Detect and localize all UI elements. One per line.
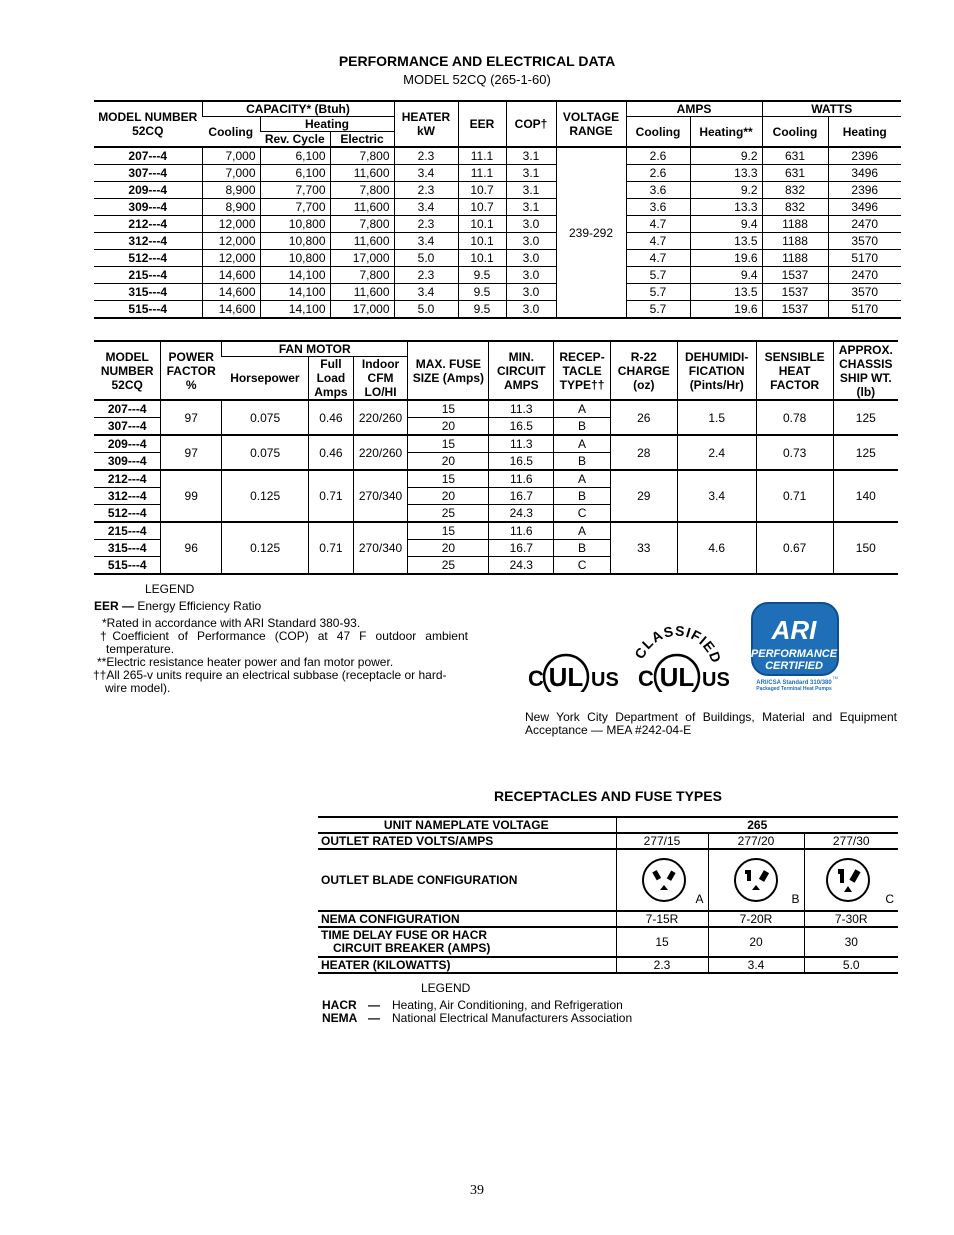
receptacles-title: RECEPTACLES AND FUSE TYPES bbox=[494, 788, 722, 804]
table-cell: 1188 bbox=[762, 233, 828, 250]
table-cell: 3.1 bbox=[506, 199, 556, 216]
outlet-value: 277/30 bbox=[804, 833, 898, 849]
fuse-value: 20 bbox=[708, 927, 804, 957]
table-cell: 515---4 bbox=[94, 557, 161, 575]
table-cell: 150 bbox=[833, 522, 898, 574]
table-cell: 0.125 bbox=[222, 522, 309, 574]
table-cell: 0.125 bbox=[222, 470, 309, 522]
header-max-fuse: MAX. FUSE SIZE (Amps) bbox=[408, 341, 489, 400]
table-cell: 5.7 bbox=[626, 267, 690, 284]
table-cell: 13.5 bbox=[690, 284, 762, 301]
table-cell: 2396 bbox=[828, 182, 901, 199]
table-cell: 11.6 bbox=[489, 470, 554, 488]
table-cell: 5.0 bbox=[394, 250, 458, 267]
table-cell: 9.2 bbox=[690, 182, 762, 199]
nyc-note: New York City Department of Buildings, Material and Equipment Acceptance — MEA #242-04-E bbox=[525, 710, 897, 737]
table-cell: 14,100 bbox=[260, 301, 330, 319]
table-cell: 5.0 bbox=[394, 301, 458, 319]
table-cell: A bbox=[554, 470, 611, 488]
table-cell: 0.46 bbox=[309, 435, 354, 470]
header-receptacle: RECEP- TACLE TYPE†† bbox=[554, 341, 611, 400]
table-cell: 15 bbox=[408, 470, 489, 488]
table-cell: 7,800 bbox=[330, 267, 394, 284]
table-cell: 15 bbox=[408, 435, 489, 453]
table-cell: 140 bbox=[833, 470, 898, 522]
header-full-load-amps: Full Load Amps bbox=[309, 357, 354, 401]
page-number: 39 bbox=[470, 1183, 484, 1198]
table-cell: 11,600 bbox=[330, 284, 394, 301]
table-cell: 9.5 bbox=[458, 284, 506, 301]
table-cell: 11.3 bbox=[489, 400, 554, 418]
outlet-label: OUTLET RATED VOLTS/AMPS bbox=[318, 833, 616, 849]
table-cell: 2.3 bbox=[394, 182, 458, 199]
heater-label: HEATER (KILOWATTS) bbox=[318, 957, 616, 973]
table-cell: 11.3 bbox=[489, 435, 554, 453]
table-cell: 2.6 bbox=[626, 165, 690, 182]
ul-logo-graphic bbox=[525, 612, 755, 692]
ari-standard: ARI/CSA Standard 310/380 bbox=[756, 680, 832, 686]
ul-mark-left: UL bbox=[548, 662, 584, 692]
table-cell: 220/260 bbox=[353, 400, 408, 435]
table-cell: 4.6 bbox=[677, 522, 756, 574]
blade-cell-c bbox=[804, 849, 898, 911]
table-cell: 11.1 bbox=[458, 147, 506, 165]
header-capacity: CAPACITY* (Btuh) bbox=[202, 101, 394, 117]
header-electric: Electric bbox=[330, 132, 394, 148]
table-row bbox=[94, 199, 901, 216]
header-cooling: Cooling bbox=[202, 117, 260, 148]
header-amps-heating: Heating** bbox=[690, 117, 762, 148]
table-cell: 19.6 bbox=[690, 301, 762, 319]
table-cell: 3.0 bbox=[506, 216, 556, 233]
ul-us-left: US bbox=[591, 669, 619, 691]
table-cell: 12,000 bbox=[202, 233, 260, 250]
legend2-heading: LEGEND bbox=[421, 981, 471, 995]
header-indoor-cfm: Indoor CFM LO/HI bbox=[353, 357, 408, 401]
table-cell: 0.075 bbox=[222, 435, 309, 470]
table-cell: B bbox=[554, 540, 611, 557]
table-cell: 7,700 bbox=[260, 199, 330, 216]
table-cell: 1537 bbox=[762, 301, 828, 319]
table-cell: 307---4 bbox=[94, 165, 202, 182]
table-cell: 24.3 bbox=[489, 557, 554, 575]
nema-value: 7-30R bbox=[804, 911, 898, 927]
table-cell: 220/260 bbox=[353, 435, 408, 470]
table-cell: 309---4 bbox=[94, 453, 161, 471]
table-cell: 3.4 bbox=[394, 165, 458, 182]
outlet-value: 277/20 bbox=[708, 833, 804, 849]
blade-letter: A bbox=[695, 892, 704, 906]
table-cell: A bbox=[554, 400, 611, 418]
table-cell: 9.4 bbox=[690, 216, 762, 233]
table-row bbox=[94, 182, 901, 199]
table-cell: 2.4 bbox=[677, 435, 756, 470]
legend2-nema bbox=[322, 1012, 632, 1025]
table-row bbox=[94, 233, 901, 250]
table-cell: 26 bbox=[610, 400, 677, 435]
table-cell: 207---4 bbox=[94, 400, 161, 418]
table-cell: 2.3 bbox=[394, 216, 458, 233]
table-cell: 3570 bbox=[828, 284, 901, 301]
table-row bbox=[94, 250, 901, 267]
table-cell: 4.7 bbox=[626, 250, 690, 267]
table-cell: 512---4 bbox=[94, 505, 161, 523]
table-cell: 3.1 bbox=[506, 147, 556, 165]
table-cell: 2.3 bbox=[394, 267, 458, 284]
table-cell: 307---4 bbox=[94, 418, 161, 436]
header-sensible-heat: SENSIBLE HEAT FACTOR bbox=[756, 341, 833, 400]
ul-logos bbox=[525, 612, 755, 692]
header-heating: Heating bbox=[260, 117, 394, 132]
nema-value: 7-15R bbox=[616, 911, 708, 927]
header-r22: R-22 CHARGE (oz) bbox=[610, 341, 677, 400]
note-ari: *Rated in accordance with ARI Standard 380-93. bbox=[102, 616, 361, 630]
table-cell: 4.7 bbox=[626, 216, 690, 233]
table-cell: 16.7 bbox=[489, 488, 554, 505]
table-cell: 2.3 bbox=[394, 147, 458, 165]
table-cell: 13.5 bbox=[690, 233, 762, 250]
voltage-range-cell: 239-292 bbox=[556, 147, 626, 318]
table-cell: 315---4 bbox=[94, 540, 161, 557]
table-cell: 312---4 bbox=[94, 488, 161, 505]
table-cell: 11,600 bbox=[330, 165, 394, 182]
header-model2: MODEL NUMBER 52CQ bbox=[94, 341, 161, 400]
table-cell: 7,700 bbox=[260, 182, 330, 199]
table-cell: 97 bbox=[161, 400, 222, 435]
table-cell: 11,600 bbox=[330, 233, 394, 250]
table-cell: A bbox=[554, 435, 611, 453]
table-cell: B bbox=[554, 418, 611, 436]
table-cell: 25 bbox=[408, 505, 489, 523]
table-cell: 1188 bbox=[762, 216, 828, 233]
table-cell: C bbox=[554, 557, 611, 575]
note-cop: †Coefficient of Performance (COP) at 47 F outdoor ambient temperature. bbox=[100, 629, 468, 656]
table-cell: 315---4 bbox=[94, 284, 202, 301]
table-cell: 14,100 bbox=[260, 284, 330, 301]
table-cell: 3.4 bbox=[677, 470, 756, 522]
header-watts-cooling: Cooling bbox=[762, 117, 828, 148]
table-cell: 9.5 bbox=[458, 267, 506, 284]
table-cell: 0.46 bbox=[309, 400, 354, 435]
ari-tm: TM bbox=[832, 675, 838, 680]
hacr-dash: — bbox=[368, 998, 380, 1012]
fuse-value: 30 bbox=[804, 927, 898, 957]
table-cell: 10.1 bbox=[458, 233, 506, 250]
header-fan-motor: FAN MOTOR bbox=[222, 341, 408, 357]
table-cell: 512---4 bbox=[94, 250, 202, 267]
table-cell: 13.3 bbox=[690, 199, 762, 216]
header-watts-heating: Heating bbox=[828, 117, 901, 148]
table-cell: 270/340 bbox=[353, 522, 408, 574]
nema-text: National Electrical Manufacturers Association bbox=[392, 1011, 633, 1025]
table-cell: B bbox=[554, 453, 611, 471]
table-row bbox=[94, 470, 898, 488]
table-cell: 215---4 bbox=[94, 522, 161, 540]
header-model: MODEL NUMBER 52CQ bbox=[94, 101, 202, 147]
table-cell: 2470 bbox=[828, 267, 901, 284]
table-cell: 5.7 bbox=[626, 284, 690, 301]
table-cell: 2396 bbox=[828, 147, 901, 165]
nema-dash: — bbox=[368, 1011, 380, 1025]
table-cell: 28 bbox=[610, 435, 677, 470]
table-cell: 6,100 bbox=[260, 147, 330, 165]
table-row bbox=[94, 267, 901, 284]
nema-key: NEMA bbox=[322, 1011, 358, 1025]
table-cell: 14,600 bbox=[202, 301, 260, 319]
ul-mark-right: UL bbox=[659, 662, 695, 692]
table-cell: A bbox=[554, 522, 611, 540]
note-subbase: ††All 265-v units require an electrical subbase (receptacle or hard-wire model). bbox=[93, 668, 447, 695]
table-cell: 0.075 bbox=[222, 400, 309, 435]
table-cell: 209---4 bbox=[94, 182, 202, 199]
header-watts: WATTS bbox=[762, 101, 901, 117]
ari-certified: CERTIFIED bbox=[765, 660, 823, 672]
table-cell: 3.4 bbox=[394, 199, 458, 216]
table-cell: 19.6 bbox=[690, 250, 762, 267]
table-cell: 3.4 bbox=[394, 233, 458, 250]
outlet-c-icon bbox=[825, 857, 871, 903]
table-cell: 14,600 bbox=[202, 267, 260, 284]
table-cell: 5.7 bbox=[626, 301, 690, 319]
table-cell: 125 bbox=[833, 435, 898, 470]
legend-heading: LEGEND bbox=[145, 582, 195, 596]
table-cell: 3.0 bbox=[506, 267, 556, 284]
legend-eer-key: EER — bbox=[94, 599, 135, 613]
heater-value: 5.0 bbox=[804, 957, 898, 973]
table-cell: 96 bbox=[161, 522, 222, 574]
table-cell: 212---4 bbox=[94, 470, 161, 488]
table-cell: 3.0 bbox=[506, 250, 556, 267]
table-cell: 16.7 bbox=[489, 540, 554, 557]
table-cell: 3.4 bbox=[394, 284, 458, 301]
table-cell: 3496 bbox=[828, 165, 901, 182]
table-cell: 3.6 bbox=[626, 182, 690, 199]
table-cell: 3570 bbox=[828, 233, 901, 250]
table-cell: 0.71 bbox=[756, 470, 833, 522]
blade-cell-a bbox=[616, 849, 708, 911]
voltage-value: 265 bbox=[616, 817, 898, 833]
ul-us-right: US bbox=[702, 669, 730, 691]
outlet-value: 277/15 bbox=[616, 833, 708, 849]
outlet-b-icon bbox=[733, 857, 779, 903]
table-row bbox=[94, 400, 898, 418]
fuse-value: 15 bbox=[616, 927, 708, 957]
table-cell: 2470 bbox=[828, 216, 901, 233]
table-cell: 3.1 bbox=[506, 182, 556, 199]
ari-logo bbox=[750, 601, 846, 691]
header-horsepower: Horsepower bbox=[222, 357, 309, 401]
table-cell: 7,000 bbox=[202, 147, 260, 165]
table-cell: 25 bbox=[408, 557, 489, 575]
blade-label: OUTLET BLADE CONFIGURATION bbox=[318, 849, 616, 911]
table-cell: 20 bbox=[408, 453, 489, 471]
table-cell: B bbox=[554, 488, 611, 505]
table-cell: 17,000 bbox=[330, 301, 394, 319]
table-cell: 16.5 bbox=[489, 418, 554, 436]
table-cell: 20 bbox=[408, 488, 489, 505]
ari-text: ARI bbox=[771, 615, 817, 645]
table-cell: 0.71 bbox=[309, 470, 354, 522]
svg-text:CLASSIFIED bbox=[631, 623, 725, 666]
blade-letter: C bbox=[885, 892, 894, 906]
table-cell: 0.73 bbox=[756, 435, 833, 470]
table-cell: 7,800 bbox=[330, 182, 394, 199]
table-cell: 631 bbox=[762, 147, 828, 165]
table-cell: 1537 bbox=[762, 284, 828, 301]
table-cell: 16.5 bbox=[489, 453, 554, 471]
header-dehumidification: DEHUMIDI- FICATION (Pints/Hr) bbox=[677, 341, 756, 400]
blade-letter: B bbox=[791, 892, 800, 906]
fuse-label bbox=[318, 927, 616, 957]
table-cell: 3.6 bbox=[626, 199, 690, 216]
classified-text: CLASSIFIED bbox=[631, 622, 725, 666]
blade-cell-b bbox=[708, 849, 804, 911]
ul-c-left: C bbox=[528, 666, 544, 691]
table-cell: 832 bbox=[762, 182, 828, 199]
header-rev-cycle: Rev. Cycle bbox=[260, 132, 330, 148]
fuse-label-text: TIME DELAY FUSE OR HACR CIRCUIT BREAKER (AMPS) bbox=[321, 928, 491, 955]
table-cell: 14,100 bbox=[260, 267, 330, 284]
table-row bbox=[94, 522, 898, 540]
page-title: PERFORMANCE AND ELECTRICAL DATA bbox=[338, 53, 616, 69]
header-amps: AMPS bbox=[626, 101, 762, 117]
table-cell: 212---4 bbox=[94, 216, 202, 233]
table-cell: 0.67 bbox=[756, 522, 833, 574]
table-cell: 11,600 bbox=[330, 199, 394, 216]
table-cell: 7,800 bbox=[330, 216, 394, 233]
header-power-factor: POWER FACTOR % bbox=[161, 341, 222, 400]
table-cell: 11.6 bbox=[489, 522, 554, 540]
table-cell: 24.3 bbox=[489, 505, 554, 523]
table-row bbox=[94, 284, 901, 301]
table-cell: 7,000 bbox=[202, 165, 260, 182]
nema-value: 7-20R bbox=[708, 911, 804, 927]
legend-notes bbox=[93, 616, 468, 695]
table-cell: C bbox=[554, 505, 611, 523]
table-cell: 13.3 bbox=[690, 165, 762, 182]
table-cell: 8,900 bbox=[202, 199, 260, 216]
table-cell: 12,000 bbox=[202, 250, 260, 267]
table-cell: 3.0 bbox=[506, 301, 556, 319]
table-cell: 15 bbox=[408, 400, 489, 418]
table-cell: 20 bbox=[408, 540, 489, 557]
ari-performance: PERFORMANCE bbox=[750, 648, 838, 660]
table-cell: 312---4 bbox=[94, 233, 202, 250]
table-cell: 10.1 bbox=[458, 250, 506, 267]
outlet-a-icon bbox=[641, 857, 687, 903]
table-cell: 5170 bbox=[828, 301, 901, 319]
table-cell: 7,800 bbox=[330, 147, 394, 165]
table-cell: 9.5 bbox=[458, 301, 506, 319]
table-cell: 515---4 bbox=[94, 301, 202, 319]
hacr-text: Heating, Air Conditioning, and Refrigeration bbox=[392, 998, 623, 1012]
table-cell: 15 bbox=[408, 522, 489, 540]
table-cell: 3.0 bbox=[506, 233, 556, 250]
note-heater: **Electric resistance heater power and fan motor power. bbox=[97, 655, 394, 669]
hacr-key: HACR bbox=[322, 998, 357, 1012]
table-row bbox=[94, 216, 901, 233]
table-cell: 0.78 bbox=[756, 400, 833, 435]
table-cell: 97 bbox=[161, 435, 222, 470]
header-cop: COP† bbox=[506, 101, 556, 147]
receptacles-table bbox=[318, 816, 898, 974]
table-cell: 0.71 bbox=[309, 522, 354, 574]
table-cell: 3.1 bbox=[506, 165, 556, 182]
table-cell: 5170 bbox=[828, 250, 901, 267]
header-amps-cooling: Cooling bbox=[626, 117, 690, 148]
legend-eer-text: Energy Efficiency Ratio bbox=[137, 599, 262, 613]
table-cell: 8,900 bbox=[202, 182, 260, 199]
table-row bbox=[94, 165, 901, 182]
ul-c-right: C bbox=[638, 666, 654, 691]
table-cell: 20 bbox=[408, 418, 489, 436]
heater-value: 2.3 bbox=[616, 957, 708, 973]
ari-packaged: Packaged Terminal Heat Pumps bbox=[756, 686, 832, 691]
table-cell: 10,800 bbox=[260, 250, 330, 267]
table-cell: 270/340 bbox=[353, 470, 408, 522]
table-cell: 10.1 bbox=[458, 216, 506, 233]
table-cell: 9.2 bbox=[690, 147, 762, 165]
table-cell: 1.5 bbox=[677, 400, 756, 435]
electrical-table bbox=[94, 340, 898, 575]
table-cell: 29 bbox=[610, 470, 677, 522]
table-cell: 1537 bbox=[762, 267, 828, 284]
table-row bbox=[94, 435, 898, 453]
header-min-circuit: MIN. CIRCUIT AMPS bbox=[489, 341, 554, 400]
voltage-label: UNIT NAMEPLATE VOLTAGE bbox=[318, 817, 616, 833]
heater-value: 3.4 bbox=[708, 957, 804, 973]
table-cell: 215---4 bbox=[94, 267, 202, 284]
table-cell: 631 bbox=[762, 165, 828, 182]
table-cell: 33 bbox=[610, 522, 677, 574]
table-cell: 99 bbox=[161, 470, 222, 522]
table-cell: 9.4 bbox=[690, 267, 762, 284]
performance-table bbox=[94, 100, 901, 319]
table-cell: 832 bbox=[762, 199, 828, 216]
table-cell: 14,600 bbox=[202, 284, 260, 301]
legend-eer bbox=[94, 600, 261, 613]
table-cell: 10,800 bbox=[260, 233, 330, 250]
table-cell: 6,100 bbox=[260, 165, 330, 182]
table-cell: 207---4 bbox=[94, 147, 202, 165]
table-cell: 309---4 bbox=[94, 199, 202, 216]
nema-label: NEMA CONFIGURATION bbox=[318, 911, 616, 927]
page-subtitle: MODEL 52CQ (265-1-60) bbox=[403, 72, 551, 87]
header-heater: HEATER kW bbox=[394, 101, 458, 147]
table-cell: 4.7 bbox=[626, 233, 690, 250]
header-eer: EER bbox=[458, 101, 506, 147]
header-ship-weight: APPROX. CHASSIS SHIP WT. (lb) bbox=[833, 341, 898, 400]
header-voltage: VOLTAGE RANGE bbox=[556, 101, 626, 147]
table-cell: 10.7 bbox=[458, 182, 506, 199]
table-cell: 2.6 bbox=[626, 147, 690, 165]
table-cell: 1188 bbox=[762, 250, 828, 267]
table-cell: 12,000 bbox=[202, 216, 260, 233]
table-cell: 209---4 bbox=[94, 435, 161, 453]
table-cell: 10,800 bbox=[260, 216, 330, 233]
table-cell: 11.1 bbox=[458, 165, 506, 182]
table-cell: 125 bbox=[833, 400, 898, 435]
table-row bbox=[94, 301, 901, 319]
table-cell: 3.0 bbox=[506, 284, 556, 301]
table-cell: 3496 bbox=[828, 199, 901, 216]
table-cell: 10.7 bbox=[458, 199, 506, 216]
table-cell: 17,000 bbox=[330, 250, 394, 267]
table-row bbox=[94, 147, 901, 165]
